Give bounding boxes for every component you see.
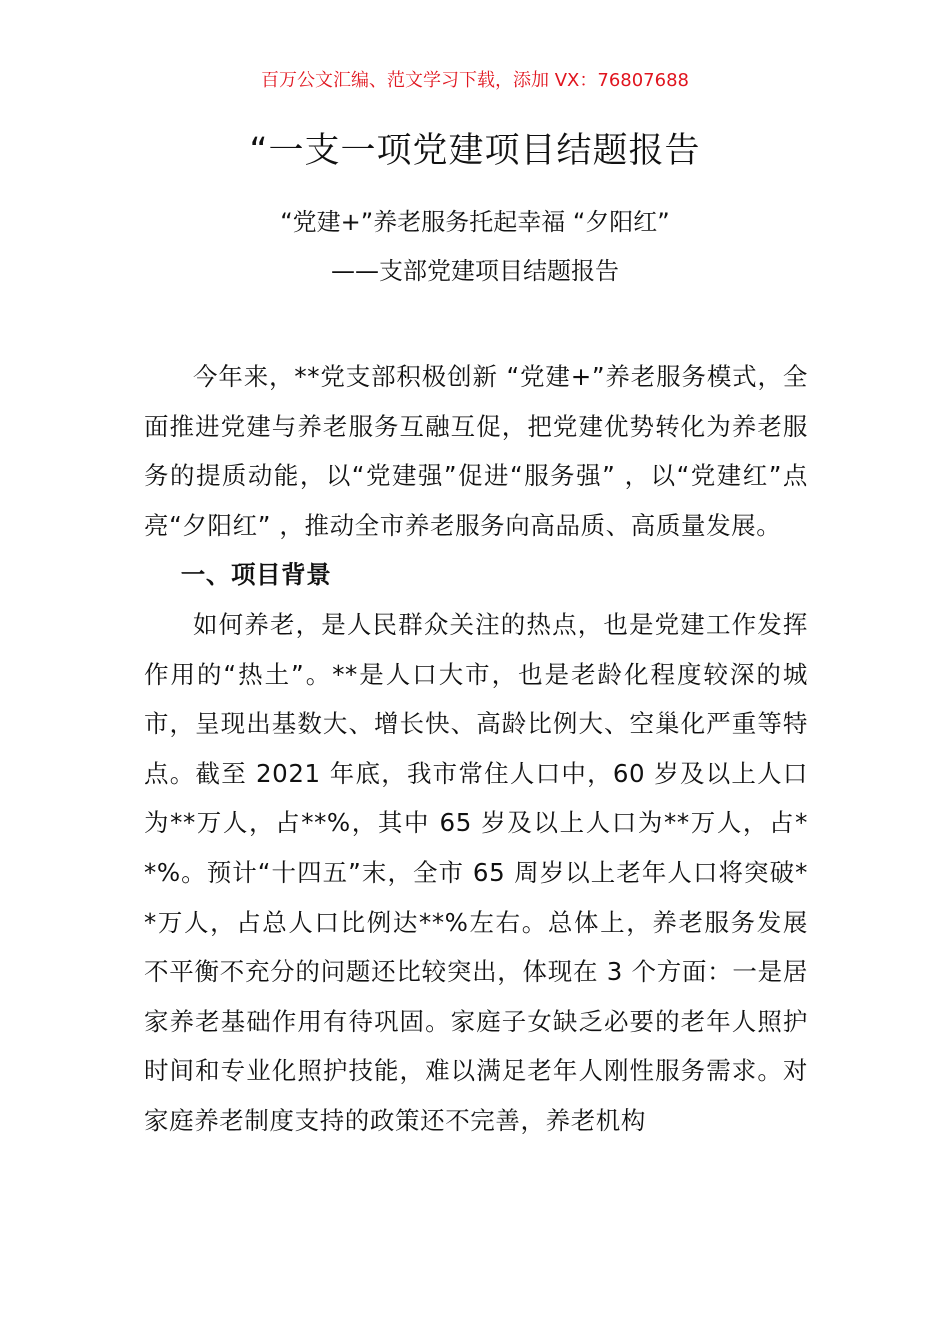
watermark-banner: 百万公文汇编、范文学习下载，添加 VX：76807688 <box>261 70 689 91</box>
document-title: “一支一项党建项目结题报告 <box>249 131 701 171</box>
section-heading: 一、项目背景 <box>180 560 332 590</box>
document-subtitle: “党建+”养老服务托起幸福 “夕阳红” <box>280 208 670 236</box>
intro-paragraph: 今年来，**党支部积极创新 “党建+”养老服务模式，全面推进党建与养老服务互融互促，把党建优势转化为养老服务的提质动能，以“党建强”促进“服务强” ，以“党建红”点亮“夕阳红” ，推动全市养老服务向高品质、高质量发展。 <box>144 362 808 540</box>
section-paragraph: 如何养老，是人民群众关注的热点，也是党建工作发挥作用的“热土”。**是人口大市，也是老龄化程度较深的城市，呈现出基数大、增长快、高龄比例大、空巢化严重等特点。截至 2021 年底，我市常住人口中，60 岁及以上人口为**万人，占**%，其中 65 岁及以上人口为**万人，占**%。预计“十四五”末，全市 65 周岁以上老年人口将突破**万人，占总人口比例达**%左右。总体上，养老服务发展不平衡不充分的问题还比较突出，体现在 3 个方面：一是居家养老基础作用有待巩固。家庭子女缺乏必要的老年人照护时间和专业化照护技能，难以满足老年人刚性服务需求。对家庭养老制度支持的政策还不完善，养老机构 <box>144 609 808 1135</box>
document-body <box>144 352 808 1146</box>
document-subtitle-secondary: ——支部党建项目结题报告 <box>331 257 619 285</box>
